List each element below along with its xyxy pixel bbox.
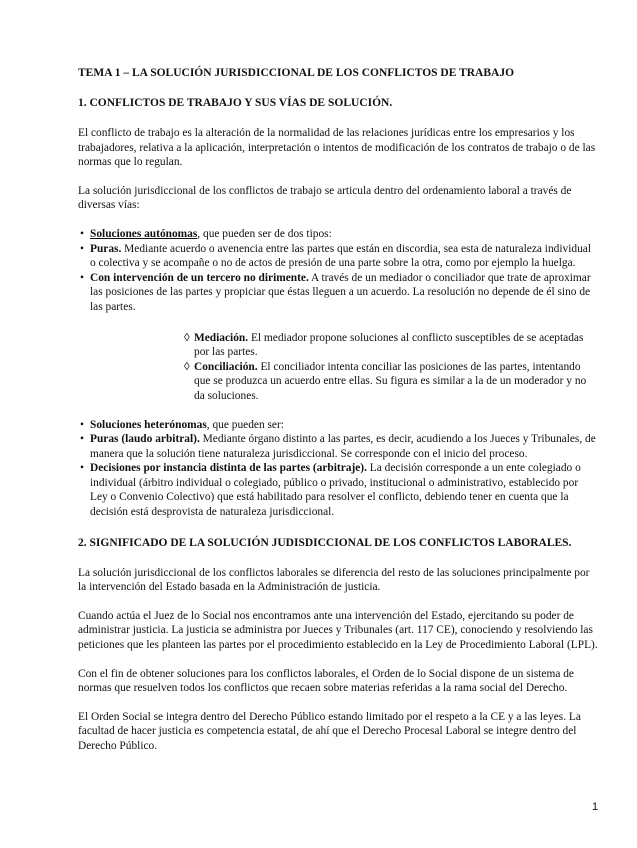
bullet-icon: •	[80, 418, 84, 431]
diamond-icon: ◊	[184, 360, 190, 373]
section-2-paragraph-4: El Orden Social se integra dentro del Derecho Público estando limitado por el respeto a la CE y a las leyes. La facultad de hacer justicia es competencia estatal, de ahí que el Derecho Procesal Laboral se integre dentro del Derecho Público.	[78, 710, 581, 752]
list-text: , que pueden ser de dos tipos:	[197, 227, 332, 240]
bullet-icon: •	[80, 227, 84, 240]
list-term: Puras (laudo arbitral).	[90, 433, 200, 446]
document-title: TEMA 1 – LA SOLUCIÓN JURISDICCIONAL DE LOS CONFLICTOS DE TRABAJO	[78, 67, 515, 79]
third-party-subtypes-list	[184, 331, 598, 404]
list-item	[78, 461, 598, 519]
list-item	[184, 331, 598, 360]
diamond-icon: ◊	[184, 331, 190, 344]
list-item	[184, 360, 598, 404]
section-2-paragraph-2: Cuando actúa el Juez de lo Social nos encontramos ante una intervención del Estado, ejercitando su poder de administrar justicia. La justicia se administra por Jueces y Tribunales (art. 117 CE), conociendo y resolviendo las peticiones que les planteen las partes por el procedimiento establecido en la Ley de Procedimiento Laboral (LPL).	[78, 609, 598, 652]
list-text: El mediador propone soluciones al conflicto susceptibles de se aceptadas por las partes.	[194, 331, 584, 359]
document-page	[78, 66, 598, 768]
bullet-icon: •	[80, 242, 84, 255]
list-term: Soluciones heterónomas	[90, 418, 207, 431]
list-text: Mediante órgano distinto a las partes, es decir, acudiendo a los Jueces y Tribunales, de manera que la solución tiene naturaleza jurisdiccional. Se corresponde con el inicio del proceso.	[90, 433, 596, 460]
list-item	[78, 271, 598, 315]
list-term: Conciliación.	[194, 360, 258, 373]
section-1-paragraph-1: El conflicto de trabajo es la alteración de la normalidad de las relaciones jurídicas entre los empresarios y los trabajadores, relativa a la aplicación, interpretación o intentos de modificación de los contratos de trabajo o de las normas que lo regulan.	[78, 127, 596, 169]
list-text: Mediante acuerdo o avenencia entre las partes que están en discordia, sea esta de naturaleza individual o colectiva y se acompañe o no de actos de presión de una parte sobre la otra, como por ejemplo la huelga.	[90, 242, 591, 270]
list-text: El conciliador intenta conciliar las posiciones de las partes, intentando que se produzca un acuerdo entre ellas. Su figura es similar a la de un moderador y no da soluciones.	[194, 360, 587, 402]
list-item	[78, 432, 598, 461]
section-1-paragraph-2: La solución jurisdiccional de los conflictos de trabajo se articula dentro del ordenamiento laboral a través de diversas vías:	[78, 184, 572, 212]
list-text: , que pueden ser:	[206, 418, 284, 431]
section-1-heading: 1. CONFLICTOS DE TRABAJO Y SUS VÍAS DE SOLUCIÓN.	[78, 97, 393, 109]
list-text: La decisión corresponde a un ente colegiado o individual (árbitro individual o colegiado, público o privado, institucional o administrativo, establecido por Ley o Convenio Colectivo) que está habilitado para resolver el conflicto, debiendo tener en cuenta que la decisión está desprovista de naturaleza jurisdiccional.	[90, 462, 581, 519]
list-term: Decisiones por instancia distinta de las partes (arbitraje).	[90, 462, 367, 475]
bullet-icon: •	[80, 462, 84, 475]
section-2-paragraph-3: Con el fin de obtener soluciones para los conflictos laborales, el Orden de lo Social dispone de un sistema de normas que resuelven todos los conflictos que recaen sobre materias referidas a la rama social del Derecho.	[78, 667, 574, 695]
list-term: Puras.	[90, 242, 122, 255]
autonomous-solutions-list	[78, 227, 598, 315]
section-2-paragraph-1: La solución jurisdiccional de los conflictos laborales se diferencia del resto de las soluciones principalmente por la intervención del Estado basada en la Administración de justicia.	[78, 566, 590, 594]
list-item	[78, 227, 598, 242]
page-number: 1	[592, 801, 599, 813]
list-term: Con intervención de un tercero no dirimente.	[90, 271, 309, 284]
bullet-icon: •	[80, 271, 84, 284]
list-term: Soluciones autónomas	[90, 227, 198, 240]
list-item	[78, 418, 598, 433]
list-term: Mediación.	[194, 331, 249, 344]
list-text: A través de un mediador o conciliador que trate de aproximar las posiciones de las partes y propiciar que éstas lleguen a un acuerdo. La resolución no depende de él sino de las partes.	[90, 271, 591, 313]
section-2-heading: 2. SIGNIFICADO DE LA SOLUCIÓN JUDISDICCIONAL DE LOS CONFLICTOS LABORALES.	[78, 536, 572, 549]
heteronomous-solutions-list	[78, 418, 598, 520]
list-item	[78, 242, 598, 271]
bullet-icon: •	[80, 433, 84, 446]
